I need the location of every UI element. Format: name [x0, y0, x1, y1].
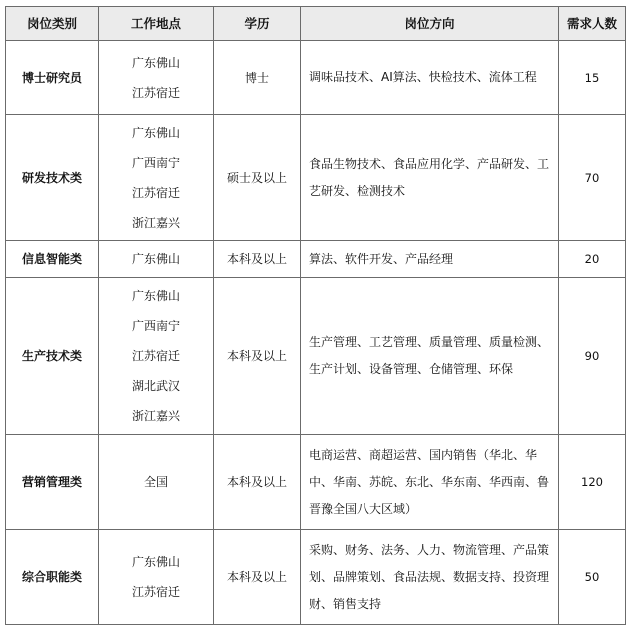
row-education: 本科及以上: [214, 530, 301, 625]
location-item: 广西南宁: [131, 155, 180, 170]
direction-line: 采购、财务、法务、人力、物流管理、产品策: [309, 542, 550, 557]
row-direction: [301, 435, 559, 530]
row-locations: [99, 278, 214, 435]
row-category: 博士研究员: [6, 41, 99, 115]
direction-line: 晋豫全国八大区域）: [309, 501, 418, 516]
header-category: 岗位类别: [6, 7, 99, 41]
row-locations: [99, 241, 214, 278]
row-education: 博士: [214, 41, 301, 115]
row-direction: [301, 530, 559, 625]
table-row: [6, 278, 626, 435]
location-item: 广东佛山: [131, 125, 180, 140]
location-item: 广东佛山: [131, 252, 180, 266]
row-education: 本科及以上: [214, 241, 301, 278]
row-count: 15: [559, 41, 626, 115]
direction-line: 生产计划、设备管理、仓储管理、环保: [309, 362, 514, 376]
location-item: 全国: [143, 475, 168, 489]
row-education: 本科及以上: [214, 278, 301, 435]
header-education: 学历: [214, 7, 301, 41]
location-item: 浙江嘉兴: [131, 409, 180, 423]
direction-line: 生产管理、工艺管理、质量管理、质量检测、: [309, 335, 550, 349]
row-category: 研发技术类: [6, 115, 99, 241]
location-item: 江苏宿迁: [131, 185, 180, 200]
header-direction: 岗位方向: [301, 7, 559, 41]
row-direction: [301, 41, 559, 115]
location-item: 浙江嘉兴: [131, 215, 180, 230]
row-count: 20: [559, 241, 626, 278]
row-direction: [301, 241, 559, 278]
table-row: [6, 530, 626, 625]
job-table-container: [5, 6, 626, 625]
row-education: 硕士及以上: [214, 115, 301, 241]
direction-line: 调味品技术、AI算法、快检技术、流体工程: [309, 70, 537, 84]
job-requirements-table: [5, 6, 626, 625]
table-row: [6, 241, 626, 278]
header-location: 工作地点: [99, 7, 214, 41]
table-header-row: [6, 7, 626, 41]
row-locations: [99, 115, 214, 241]
table-row: [6, 41, 626, 115]
row-locations: [99, 435, 214, 530]
row-direction: [301, 278, 559, 435]
direction-line: 艺研发、检测技术: [309, 183, 406, 198]
row-category: 营销管理类: [6, 435, 99, 530]
row-education: 本科及以上: [214, 435, 301, 530]
location-item: 广东佛山: [131, 289, 180, 303]
row-category: 综合职能类: [6, 530, 99, 625]
direction-line: 食品生物技术、食品应用化学、产品研发、工: [309, 156, 550, 171]
row-locations: [99, 41, 214, 115]
location-item: 广西南宁: [131, 319, 180, 333]
location-item: 江苏宿迁: [131, 349, 180, 363]
header-count: 需求人数: [559, 7, 626, 41]
row-count: 70: [559, 115, 626, 241]
location-item: 广东佛山: [131, 555, 180, 569]
row-locations: [99, 530, 214, 625]
location-item: 湖北武汉: [131, 379, 180, 393]
table-row: [6, 115, 626, 241]
row-count: 50: [559, 530, 626, 625]
location-item: 广东佛山: [131, 55, 180, 70]
table-row: [6, 435, 626, 530]
row-category: 信息智能类: [6, 241, 99, 278]
direction-line: 算法、软件开发、产品经理: [309, 251, 454, 266]
row-count: 120: [559, 435, 626, 530]
row-direction: [301, 115, 559, 241]
direction-line: 财、销售支持: [309, 596, 382, 611]
row-category: 生产技术类: [6, 278, 99, 435]
direction-line: 电商运营、商超运营、国内销售（华北、华: [309, 447, 538, 462]
location-item: 江苏宿迁: [131, 585, 180, 599]
location-item: 江苏宿迁: [131, 85, 180, 100]
direction-line: 中、华南、苏皖、东北、华东南、华西南、鲁: [309, 474, 550, 489]
direction-line: 划、品牌策划、食品法规、数据支持、投资理: [309, 569, 550, 584]
row-count: 90: [559, 278, 626, 435]
